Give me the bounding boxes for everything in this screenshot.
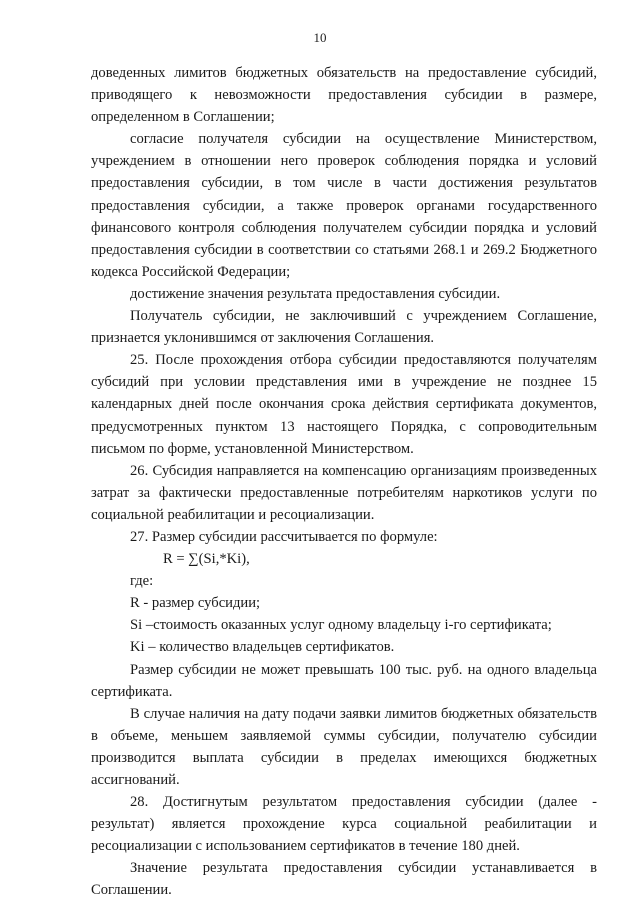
formula-def-r: R - размер субсидии; [130,595,261,612]
paragraph-item-27: 27. Размер субсидии рассчитывается по формуле: [130,528,438,545]
formula-where-label: где: [130,573,154,590]
document-body [91,62,597,902]
paragraph-limits-continuation: доведенных лимитов бюджетных обязательств на предоставление субсидий, приводящего к невозможности предоставления субсидии в размере, определенном в Соглашении; [91,65,597,126]
paragraph-item-25: 25. После прохождения отбора субсидии предоставляются получателям субсидий при условии представления ими в учреждение не позднее 15 календарных дней после окончания срока действия сертификата документов, предусмотренных пунктом 13 настоящего Порядка, с сопроводительным письмом по форме, установленной Министерством. [91,352,597,457]
subsidy-formula: R = ∑(Si,*Ki), [163,551,250,568]
page-number: 10 [313,30,327,45]
paragraph-item-28: 28. Достигнутым результатом предоставления субсидии (далее - результат) является прохождение курса социальной реабилитации и ресоциализации с использованием сертификатов в течение 180 дней. [91,794,597,855]
paragraph-evasion: Получатель субсидии, не заключивший с учреждением Соглашение, признается уклонившимся от заключения Соглашения. [91,308,597,347]
paragraph-subsidy-cap: Размер субсидии не может превышать 100 тыс. руб. на одного владельца сертификата. [91,661,597,700]
paragraph-consent-inspections: согласие получателя субсидии на осуществление Министерством, учреждением в отношении него проверок соблюдения порядка и условий предоставления субсидии, в том числе в части достижения результатов предоставления субсидии, а также проверок органами государственного финансового контроля соблюдения получателем субсидии порядка и условий предоставления субсидии в соответствии со статьями 268.1 и 269.2 Бюджетного кодекса Российской Федерации; [91,131,597,280]
paragraph-insufficient-limits: В случае наличия на дату подачи заявки лимитов бюджетных обязательств в объеме, меньшем заявляемой суммы субсидии, получателю субсидии производится выплата субсидии в пределах имеющихся бюджетных ассигнований. [91,705,597,788]
formula-def-si: Si –стоимость оказанных услуг одному владельцу i-го сертификата; [130,617,552,634]
formula-def-ki: Ki – количество владельцев сертификатов. [130,639,395,656]
paragraph-item-26: 26. Субсидия направляется на компенсацию организациям произведенных затрат за фактически предоставленные потребителям наркотиков услуги по социальной реабилитации и ресоциализации. [91,462,597,523]
paragraph-result-achievement: достижение значения результата предоставления субсидии. [130,285,501,302]
paragraph-result-value: Значение результата предоставления субсидии устанавливается в Соглашении. [91,860,597,899]
